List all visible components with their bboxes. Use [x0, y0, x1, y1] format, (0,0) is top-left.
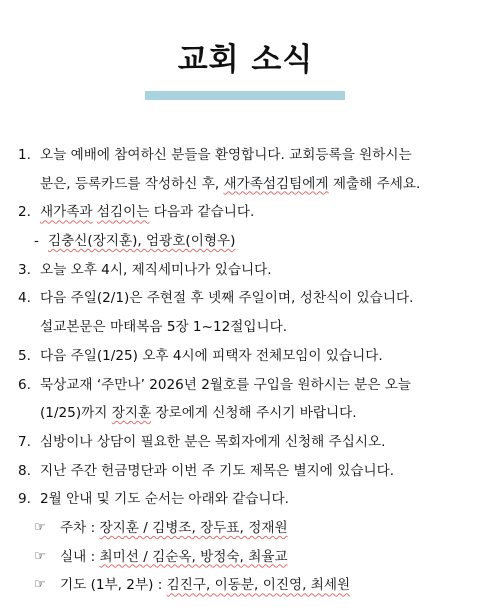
schedule-entry [60, 571, 350, 600]
pointing-hand-icon: ☞ [34, 548, 46, 564]
list-item-7 [18, 428, 486, 457]
schedule-label: 실내 : [60, 548, 96, 565]
list-item-2-sub [18, 227, 486, 256]
title-area [0, 38, 491, 82]
schedule-names: 장지훈 / 김병조, 장두표, 정재원 [99, 519, 288, 536]
item-text: 오늘 오후 4시, 제직세미나가 있습니다. [40, 261, 272, 278]
spellcheck-marked-word: 새가족과 [40, 204, 93, 221]
item-number: 2. [18, 204, 31, 221]
schedule-label: 주차 : [60, 519, 96, 536]
item-number: 9. [18, 491, 31, 508]
text-segment: 분은, 등록카드를 작성하신 후, [40, 175, 224, 192]
item-text [40, 198, 254, 227]
list-item-2 [18, 198, 486, 227]
schedule-row-prayer [18, 571, 486, 600]
item-text-continued [40, 399, 357, 428]
item-number: 1. [18, 147, 31, 163]
list-item-4 [18, 284, 486, 313]
list-item-6-continued [18, 399, 486, 428]
item-text: 지난 주간 헌금명단과 이번 주 기도 제목은 별지에 있습니다. [40, 462, 395, 479]
schedule-entry [60, 543, 288, 572]
title-underline-bar [145, 91, 345, 100]
schedule-entry [60, 514, 288, 543]
schedule-label: 기도 (1부, 2부) : [60, 577, 163, 594]
text-segment: (1/25)까지 [40, 405, 112, 422]
pointing-hand-icon: ☞ [34, 577, 46, 593]
list-item-6 [18, 371, 486, 400]
item-text: 다음 주일(2/1)은 주현절 후 넷째 주일이며, 성찬식이 있습니다. [40, 290, 414, 307]
item-text: 심방이나 상담이 필요한 분은 목회자에게 신청해 주십시오. [40, 433, 386, 450]
announcement-list [18, 141, 486, 600]
item-text: 묵상교재 ‘주만나’ 2026년 2월호를 구입을 원하시는 분은 오늘 [40, 376, 412, 393]
item-number: 8. [18, 462, 31, 479]
schedule-names: 김진구, 이동분, 이진영, 최세원 [166, 577, 351, 594]
list-item-3 [18, 256, 486, 285]
text-segment: 장로에게 신청해 주시기 바랍니다. [151, 405, 357, 422]
list-item-1-continued [18, 170, 486, 199]
item-number: 7. [18, 433, 31, 450]
newcomer-names: 김충신(장지훈), 엄광호(이형우) [48, 233, 236, 250]
schedule-names: 최미선 / 김순옥, 방정숙, 최율교 [99, 548, 288, 565]
schedule-row-parking [18, 514, 486, 543]
list-item-5 [18, 342, 486, 371]
item-text-continued: 설교본문은 마태복음 5장 1~12절입니다. [40, 319, 288, 336]
list-item-1 [18, 141, 486, 170]
item-number: 6. [18, 376, 31, 393]
page-title: 교회 소식 [177, 42, 314, 78]
list-item-9 [18, 485, 486, 514]
text-segment: 제출해 주세요. [328, 175, 421, 192]
text-segment: 다음과 같습니다. [149, 204, 255, 221]
item-text-continued [40, 170, 420, 199]
item-number: 4. [18, 290, 31, 307]
item-text: 다음 주일(1/25) 오후 4시에 피택자 전체모임이 있습니다. [40, 347, 383, 364]
dash-marker: - [34, 233, 39, 250]
item-text: 오늘 예배에 참여하신 분들을 환영합니다. 교회등록을 원하시는 [40, 147, 412, 163]
item-text: 2월 안내 및 기도 순서는 아래와 같습니다. [40, 491, 289, 508]
pointing-hand-icon: ☞ [34, 519, 46, 535]
spellcheck-marked-word: 새가족섬김팀에게 [223, 175, 329, 192]
item-number: 5. [18, 347, 31, 364]
list-item-8 [18, 457, 486, 486]
schedule-row-indoor [18, 543, 486, 572]
spellcheck-marked-word: 섬김이는 [96, 204, 150, 221]
list-item-4-continued [18, 313, 486, 342]
item-number: 3. [18, 261, 31, 278]
spellcheck-marked-word: 장지훈 [111, 405, 152, 422]
